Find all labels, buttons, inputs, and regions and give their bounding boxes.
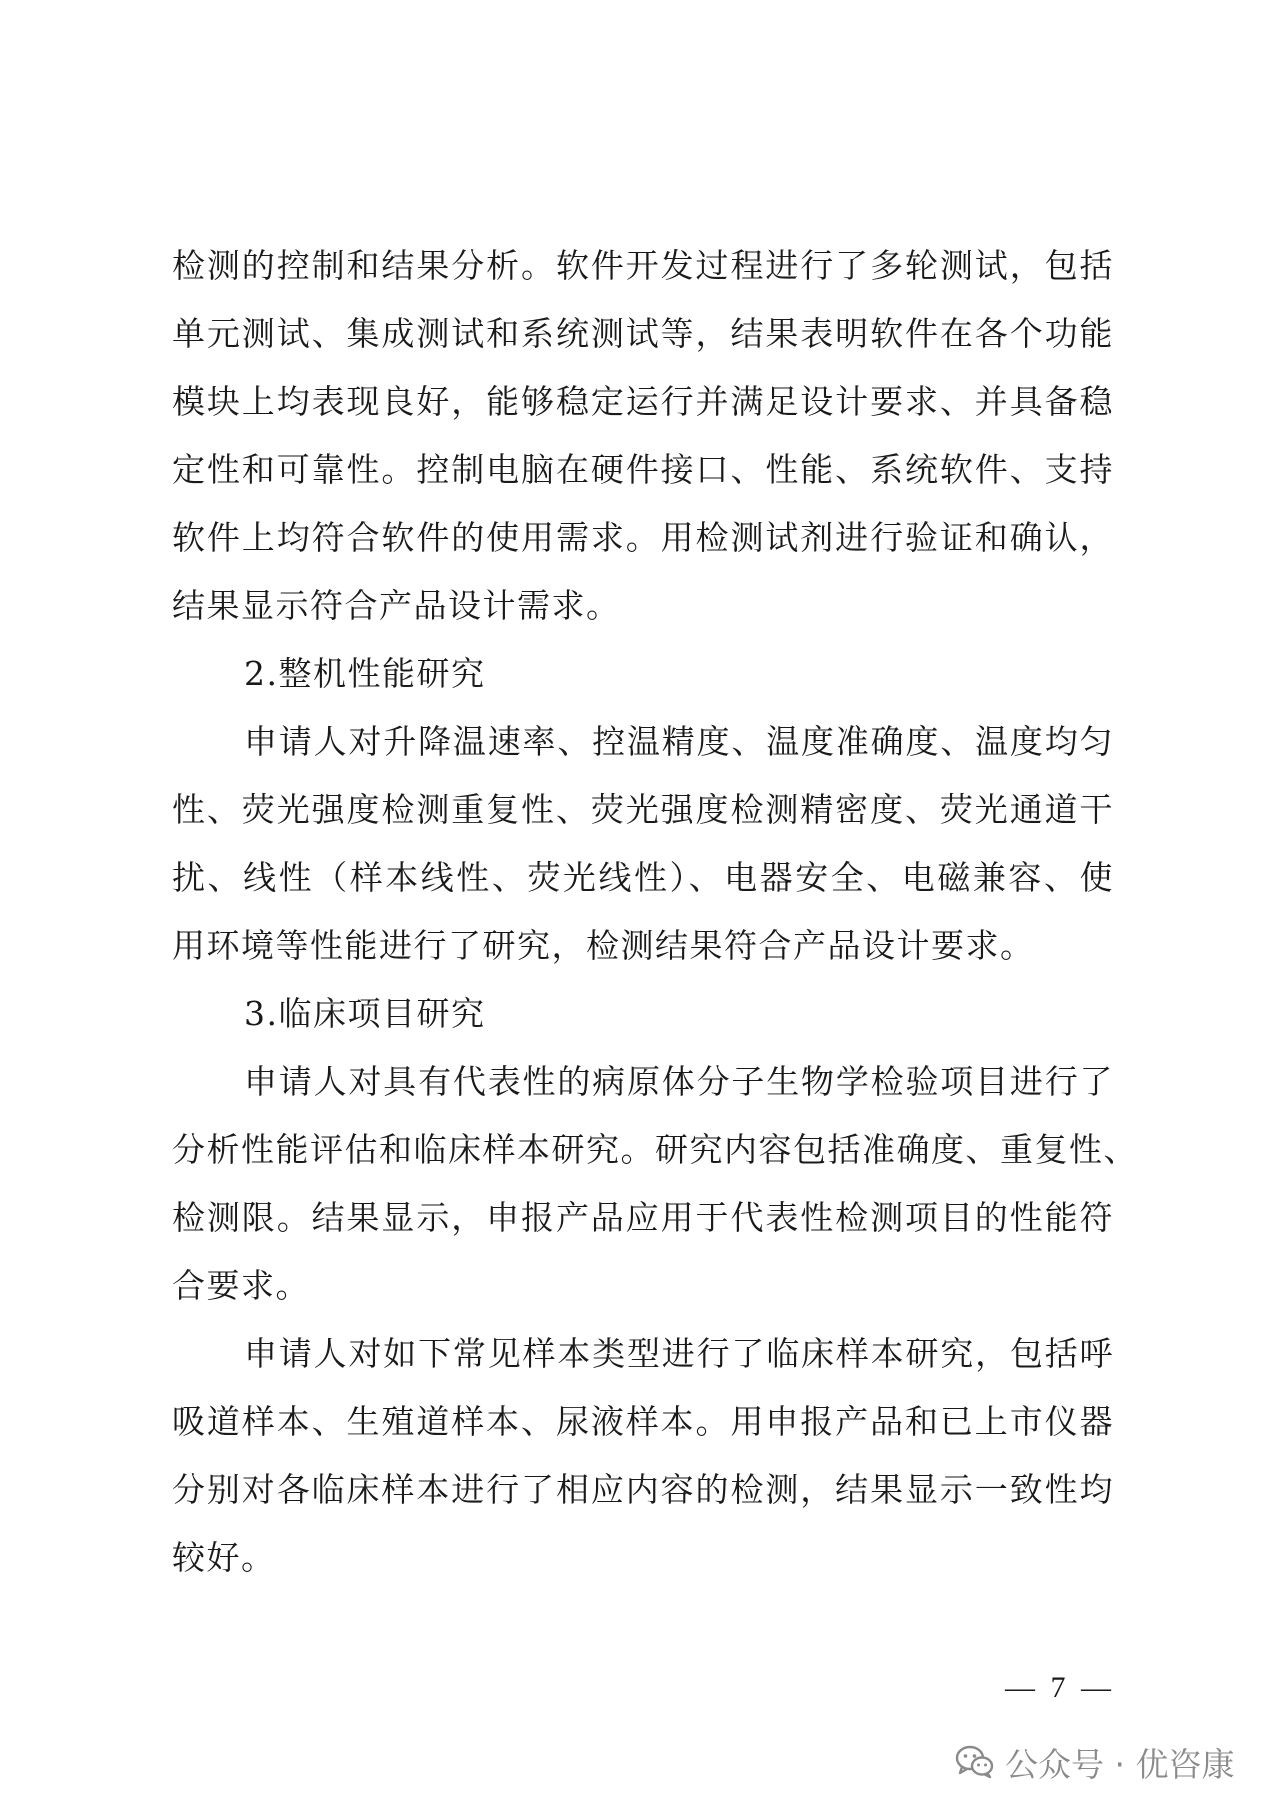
paragraph-line: 分析性能评估和临床样本研究。研究内容包括准确度、重复性、 <box>172 1130 1138 1169</box>
paragraph-line: 模块上均表现良好，能够稳定运行并满足设计要求、并具备稳 <box>172 382 1114 421</box>
section-heading: 2.整机性能研究 <box>244 654 486 693</box>
paragraph-line: 吸道样本、生殖道样本、尿液样本。用申报产品和已上市仪器 <box>172 1402 1114 1441</box>
paragraph-line: 结果显示符合产品设计需求。 <box>172 586 621 625</box>
paragraph-line: 检测的控制和结果分析。软件开发过程进行了多轮测试，包括 <box>172 246 1114 285</box>
paragraph-line: 合要求。 <box>172 1266 310 1305</box>
paragraph-line: 扰、线性（样本线性、荧光线性）、电器安全、电磁兼容、使 <box>172 858 1114 897</box>
paragraph-line: 申请人对升降温速率、控温精度、温度准确度、温度均匀 <box>244 722 1114 761</box>
paragraph-line: 性、荧光强度检测重复性、荧光强度检测精密度、荧光通道干 <box>172 790 1114 829</box>
paragraph-line: 定性和可靠性。控制电脑在硬件接口、性能、系统软件、支持 <box>172 450 1114 489</box>
paragraph-line: 分别对各临床样本进行了相应内容的检测，结果显示一致性均 <box>172 1470 1114 1509</box>
paragraph-line: 申请人对如下常见样本类型进行了临床样本研究，包括呼 <box>244 1334 1114 1373</box>
paragraph-line: 软件上均符合软件的使用需求。用检测试剂进行验证和确认， <box>172 518 1114 557</box>
page-number: — 7 — <box>1005 1671 1115 1704</box>
paragraph-line: 检测限。结果显示，申报产品应用于代表性检测项目的性能符 <box>172 1198 1114 1237</box>
paragraph-line: 单元测试、集成测试和系统测试等，结果表明软件在各个功能 <box>172 314 1114 353</box>
paragraph-line: 申请人对具有代表性的病原体分子生物学检验项目进行了 <box>244 1062 1114 1101</box>
watermark-text: 公众号 · 优咨康 <box>1005 1744 1235 1784</box>
watermark <box>955 1740 1234 1784</box>
section-heading: 3.临床项目研究 <box>244 994 486 1033</box>
paragraph-line: 较好。 <box>172 1538 276 1577</box>
body-text <box>172 232 1138 1592</box>
paragraph-line: 用环境等性能进行了研究，检测结果符合产品设计要求。 <box>172 926 1035 965</box>
wechat-icon <box>955 1745 995 1779</box>
